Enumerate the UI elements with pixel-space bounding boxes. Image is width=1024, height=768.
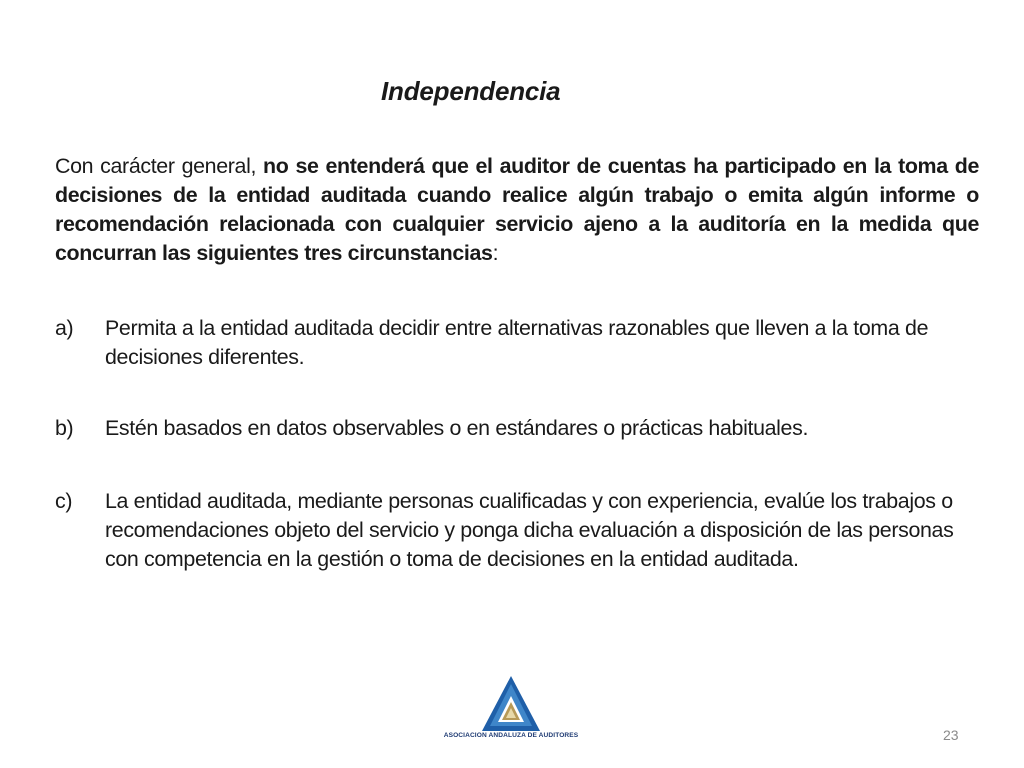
- list-text-c: La entidad auditada, mediante personas cualificadas y con experiencia, evalúe los trabajos o recomendaciones objeto del servicio y ponga dicha evaluación a disposición de las personas con competencia en la gestión o toma de decisiones en la entidad auditada.: [105, 489, 954, 571]
- logo-caption: ASOCIACION ANDALUZA DE AUDITORES: [443, 732, 579, 739]
- intro-paragraph: [55, 152, 979, 268]
- list-text-a: Permita a la entidad auditada decidir entre alternativas razonables que lleven a la toma de decisiones diferentes.: [105, 316, 929, 369]
- list-marker-a: a): [55, 316, 74, 340]
- association-logo: [436, 674, 586, 744]
- list-marker-b: b): [55, 416, 74, 440]
- list-item-b: [55, 414, 979, 443]
- slide-title: Independencia: [381, 76, 561, 106]
- intro-bold: no se entenderá que el auditor de cuentas ha participado en la toma de decisiones de la entidad auditada cuando realice algún trabajo o emita algún informe o recomendación relacionada con cualquier servicio ajeno a la auditoría en la medida que concurran las siguientes tres circunstancias: [55, 154, 979, 265]
- list-marker-c: c): [55, 489, 73, 513]
- intro-tail: :: [492, 241, 499, 265]
- triangle-logo-icon: [480, 674, 542, 732]
- intro-lead: Con carácter general,: [55, 154, 264, 178]
- list-item-c: [55, 487, 979, 574]
- list-item-a: [55, 314, 979, 372]
- page-number: 23: [943, 727, 959, 743]
- list-text-b: Estén basados en datos observables o en estándares o prácticas habituales.: [105, 416, 809, 440]
